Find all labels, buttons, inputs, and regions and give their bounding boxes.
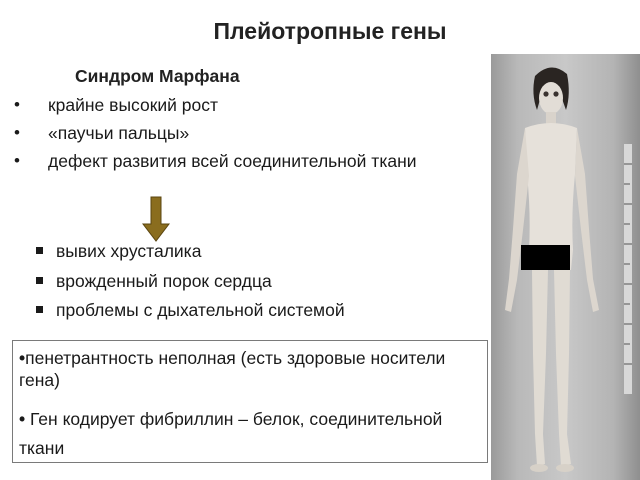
- bullet-dot-icon: •: [19, 348, 26, 368]
- torso: [525, 123, 577, 250]
- ruler: [624, 144, 632, 394]
- symptom-text: крайне высокий рост: [48, 95, 219, 115]
- right-arm: [575, 128, 599, 312]
- left-arm: [505, 128, 529, 312]
- consequence-text: проблемы с дыхательной системой: [56, 300, 345, 320]
- list-item: [0, 150, 470, 172]
- symptoms-list: [0, 94, 470, 178]
- symptom-text: «паучьи пальцы»: [48, 123, 190, 143]
- penetrance-text: пенетрантность неполная (есть здоровые носители гена): [19, 348, 446, 390]
- list-item: [0, 122, 470, 144]
- list-item: [0, 299, 470, 321]
- list-item: [0, 94, 470, 116]
- square-bullet-icon: [36, 277, 43, 284]
- bullet-dot-icon: •: [14, 95, 20, 114]
- fibrillin-text: Ген кодирует фибриллин – белок, соединительной ткани: [19, 409, 443, 458]
- slide-subtitle: Синдром Марфана: [75, 66, 240, 86]
- bullet-dot-icon: •: [14, 123, 20, 142]
- consequence-text: вывих хрусталика: [56, 241, 202, 261]
- info-line-penetrance: [19, 347, 479, 391]
- patient-photo: [491, 54, 640, 480]
- symptom-text: дефект развития всей соединительной ткани: [48, 151, 417, 171]
- list-item: [0, 240, 470, 262]
- square-bullet-icon: [36, 247, 43, 254]
- censor-bar: [521, 245, 570, 270]
- left-leg: [532, 270, 548, 466]
- bullet-dot-icon: •: [14, 151, 20, 170]
- down-arrow-icon: [142, 196, 170, 242]
- right-leg: [554, 270, 571, 466]
- consequence-text: врожденный порок сердца: [56, 270, 272, 291]
- square-bullet-icon: [36, 306, 43, 313]
- patient-figure-image: [491, 54, 640, 480]
- info-line-fibrillin: [19, 405, 479, 463]
- consequences-list: [0, 240, 470, 329]
- list-item: [0, 270, 470, 292]
- head: [539, 82, 563, 114]
- slide-title: Плейотропные гены: [213, 18, 447, 44]
- info-box: [12, 340, 488, 463]
- bullet-dot-icon: •: [19, 409, 26, 429]
